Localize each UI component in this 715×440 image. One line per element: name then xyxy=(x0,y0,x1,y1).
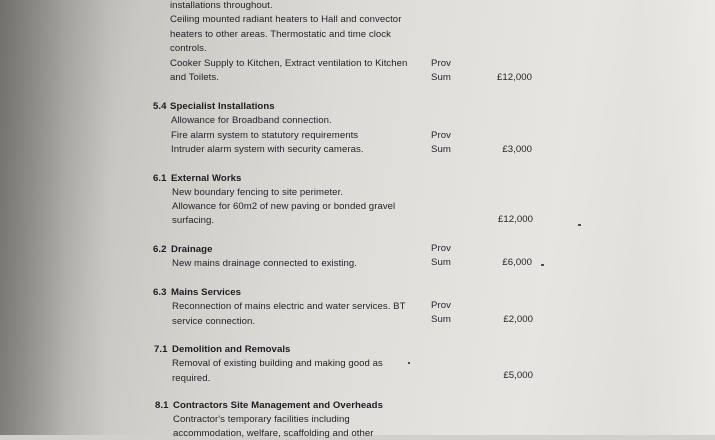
item-description-line: heaters to other areas. Thermostatic and time clock xyxy=(170,29,391,40)
sum-label: Sum xyxy=(431,257,451,268)
item-description-line: installations throughout. xyxy=(170,0,273,11)
sum-label: Sum xyxy=(431,314,451,325)
item-description-line: Intruder alarm system with security cameras. xyxy=(171,144,364,155)
item-description-line: and Toilets. xyxy=(170,72,219,83)
item-number: 6.3 xyxy=(153,287,167,298)
sum-label: Sum xyxy=(431,72,451,83)
pen-mark xyxy=(578,224,581,226)
item-amount: £3,000 xyxy=(502,144,532,155)
item-number: 5.4 xyxy=(153,101,167,112)
item-description-line: Allowance for 60m2 of new paving or bonded gravel xyxy=(172,201,396,212)
item-number: 7.1 xyxy=(154,344,168,355)
item-description-line: Fire alarm system to statutory requirements xyxy=(171,130,359,141)
item-title: Specialist Installations xyxy=(170,101,275,112)
item-title: Mains Services xyxy=(171,287,242,298)
item-description-line: Ceiling mounted radiant heaters to Hall and convector xyxy=(170,14,402,25)
item-number: 6.2 xyxy=(153,244,167,255)
item-amount: £12,000 xyxy=(496,72,532,83)
page-shadow xyxy=(0,0,110,435)
page-edge-highlight xyxy=(640,0,715,435)
item-amount: £6,000 xyxy=(502,257,532,268)
item-number: 6.1 xyxy=(153,173,167,184)
item-title: Drainage xyxy=(171,244,213,255)
item-description-line: surfacing. xyxy=(172,215,215,226)
sum-label: Sum xyxy=(431,144,451,155)
item-amount: £12,000 xyxy=(497,214,533,225)
item-number: 8.1 xyxy=(155,400,169,411)
provisional-label: Prov xyxy=(431,300,451,311)
pen-mark xyxy=(408,362,410,364)
item-description-line: Cooker Supply to Kitchen, Extract ventilation to Kitchen xyxy=(170,58,408,69)
item-title: Demolition and Removals xyxy=(172,344,291,355)
provisional-label: Prov xyxy=(431,243,451,254)
item-description-line: Reconnection of mains electric and water services. BT xyxy=(172,301,406,312)
item-title: Contractors Site Management and Overheads xyxy=(173,400,383,411)
pen-mark xyxy=(541,264,544,266)
item-description-line: accommodation, welfare, scaffolding and other xyxy=(173,428,374,439)
item-amount: £5,000 xyxy=(503,370,533,381)
provisional-label: Prov xyxy=(431,58,451,69)
item-description-line: controls. xyxy=(170,43,207,54)
item-description-line: Allowance for Broadband connection. xyxy=(171,115,332,126)
item-description-line: Removal of existing building and making good as xyxy=(172,358,383,369)
item-amount: £2,000 xyxy=(503,314,533,325)
item-description-line: service connection. xyxy=(172,316,256,327)
item-description-line: New mains drainage connected to existing. xyxy=(172,258,357,269)
item-description-line: required. xyxy=(172,373,211,384)
item-description-line: Contractor's temporary facilities including xyxy=(173,414,350,425)
item-title: External Works xyxy=(171,173,242,184)
item-description-line: New boundary fencing to site perimeter. xyxy=(172,187,343,198)
provisional-label: Prov xyxy=(431,130,451,141)
